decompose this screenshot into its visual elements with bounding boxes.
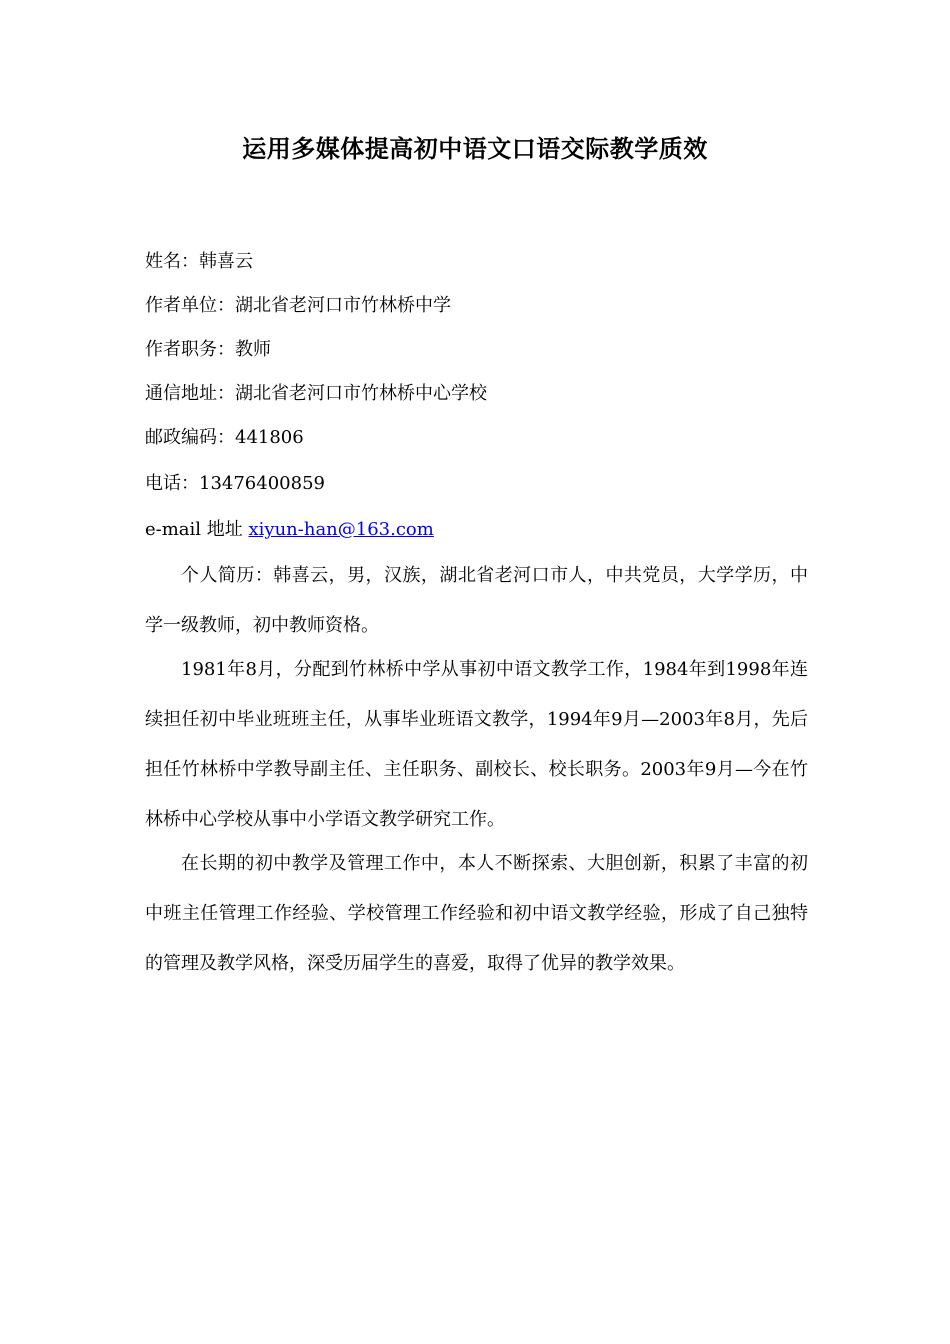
email-link[interactable]: xiyun-han@163.com xyxy=(248,519,434,540)
author-unit-line xyxy=(145,293,451,319)
mailing-address-value: 湖北省老河口市竹林桥中心学校 xyxy=(235,383,487,404)
phone-line xyxy=(145,471,325,497)
mailing-address-line xyxy=(145,381,487,407)
experience-paragraph: 在长期的初中教学及管理工作中，本人不断探索、大胆创新，积累了丰富的初中班主任管理工作经验、学校管理工作经验和初中语文教学经验，形成了自己独特的管理及教学风格，深受历届学生的喜爱，取得了优异的教学效果。 xyxy=(145,853,808,974)
author-name-line xyxy=(145,249,253,275)
author-name-value: 韩喜云 xyxy=(199,251,253,272)
author-position-label: 作者职务： xyxy=(145,339,235,360)
document-title: 运用多媒体提高初中语文口语交际教学质效 xyxy=(242,135,708,163)
email-line xyxy=(145,517,434,543)
mailing-address-label: 通信地址： xyxy=(145,383,235,404)
author-position-value: 教师 xyxy=(235,339,271,360)
postcode-label: 邮政编码： xyxy=(145,427,235,448)
postcode-value: 441806 xyxy=(235,427,304,448)
bio-paragraph: 个人简历：韩喜云，男，汉族，湖北省老河口市人，中共党员，大学学历，中学一级教师，初中教师资格。 xyxy=(145,565,808,636)
author-unit-label: 作者单位： xyxy=(145,295,235,316)
postcode-line xyxy=(145,425,304,451)
author-name-label: 姓名： xyxy=(145,251,199,272)
career-paragraph: 1981年8月，分配到竹林桥中学从事初中语文教学工作，1984年到1998年连续担任初中毕业班班主任，从事毕业班语文教学，1994年9月—2003年8月，先后担任竹林桥中学教导副主任、主任职务、副校长、校长职务。2003年9月—今在竹林桥中心学校从事中小学语文教学研究工作。 xyxy=(145,659,808,830)
author-unit-value: 湖北省老河口市竹林桥中学 xyxy=(235,295,451,316)
phone-label: 电话： xyxy=(145,473,199,494)
phone-value: 13476400859 xyxy=(199,473,325,494)
author-position-line xyxy=(145,337,271,363)
email-label: e-mail 地址 xyxy=(145,519,249,540)
